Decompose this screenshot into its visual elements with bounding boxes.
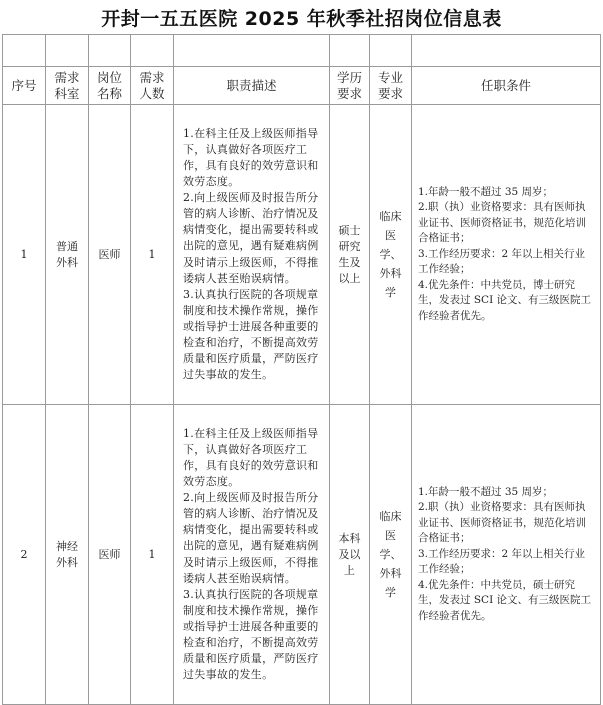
table-row <box>3 405 601 705</box>
seq-cell: 2 <box>3 405 46 705</box>
education-cell: 硕士研究生及以上 <box>330 105 370 405</box>
blank-cell <box>330 35 370 67</box>
duty-item: 3.认真执行医院的各项规章制度和技术操作常规，操作或指导护士进展各种重要的检查和治疗，不断提高效劳质量和医疗质量，严防医疗过失事故的发生。 <box>183 587 319 682</box>
major-cell: 临床医学、外科学 <box>370 405 412 705</box>
requirement-item: 2.职（执）业资格要求：具有医师执业证书、医师资格证书，规范化培训合格证书； <box>418 201 586 245</box>
duty-item: 2.向上级医师及时报告所分管的病人诊断、治疗情况及病情变化，提出需要转科或出院的意见，遇有疑难病例及时请示上级医师，不得推诿病人甚至贻误病情。 <box>183 191 319 285</box>
blank-cell <box>46 35 89 67</box>
requirement-item: 1.年龄一般不超过 35 周岁； <box>418 485 554 498</box>
requirements-cell <box>412 405 601 705</box>
blank-cell <box>174 35 330 67</box>
header-position: 岗位名称 <box>89 67 131 105</box>
position-cell: 医师 <box>89 105 131 405</box>
blank-cell <box>370 35 412 67</box>
seq-cell: 1 <box>3 105 46 405</box>
dept-cell: 普通外科 <box>46 105 89 405</box>
dept-cell: 神经外科 <box>46 405 89 705</box>
header-row <box>3 67 601 105</box>
header-seq: 序号 <box>3 67 46 105</box>
requirement-item: 4.优先条件：中共党员，硕士研究生，发表过 SCI 论文、有三级医院工作经验者优先。 <box>418 578 592 622</box>
page-title: 开封一五五医院 2025 年秋季社招岗位信息表 <box>101 7 502 30</box>
duties-cell <box>174 405 330 705</box>
blank-cell <box>89 35 131 67</box>
blank-cell <box>131 35 174 67</box>
blank-cell <box>412 35 601 67</box>
header-major: 专业要求 <box>370 67 412 105</box>
duty-item: 2.向上级医师及时报告所分管的病人诊断、治疗情况及病情变化，提出需要转科或出院的意见，遇有疑难病例及时请示上级医师，不得推诿病人甚至贻误病情。 <box>183 491 319 585</box>
count-cell: 1 <box>131 405 174 705</box>
header-duties: 职责描述 <box>174 67 330 105</box>
requirement-item: 4.优先条件：中共党员，博士研究生，发表过 SCI 论文、有三级医院工作经验者优先。 <box>418 278 592 322</box>
duty-item: 1.在科主任及上级医师指导下，认真做好各项医疗工作，具有良好的效劳意识和效劳态度。 <box>183 126 319 189</box>
requirement-item: 2.职（执）业资格要求：具有医师执业证书、医师资格证书，规范化培训合格证书； <box>418 501 586 545</box>
requirement-item: 3.工作经历要求：2 年以上相关行业工作经验； <box>418 547 586 576</box>
header-dept: 需求科室 <box>46 67 89 105</box>
blank-row <box>3 35 601 67</box>
job-table <box>2 34 601 705</box>
major-cell: 临床医学、外科学 <box>370 105 412 405</box>
table-row <box>3 105 601 405</box>
header-count: 需求人数 <box>131 67 174 105</box>
duty-item: 1.在科主任及上级医师指导下，认真做好各项医疗工作，具有良好的效劳意识和效劳态度。 <box>183 426 319 489</box>
position-cell: 医师 <box>89 405 131 705</box>
education-cell: 本科及以上 <box>330 405 370 705</box>
count-cell: 1 <box>131 105 174 405</box>
requirements-cell <box>412 105 601 405</box>
blank-cell <box>3 35 46 67</box>
duties-cell <box>174 105 330 405</box>
requirement-item: 3.工作经历要求：2 年以上相关行业工作经验； <box>418 247 586 276</box>
header-education: 学历要求 <box>330 67 370 105</box>
requirement-item: 1.年龄一般不超过 35 周岁； <box>418 185 554 198</box>
header-requirements: 任职条件 <box>412 67 601 105</box>
duty-item: 3.认真执行医院的各项规章制度和技术操作常规，操作或指导护士进展各种重要的检查和治疗，不断提高效劳质量和医疗质量，严防医疗过失事故的发生。 <box>183 287 319 382</box>
